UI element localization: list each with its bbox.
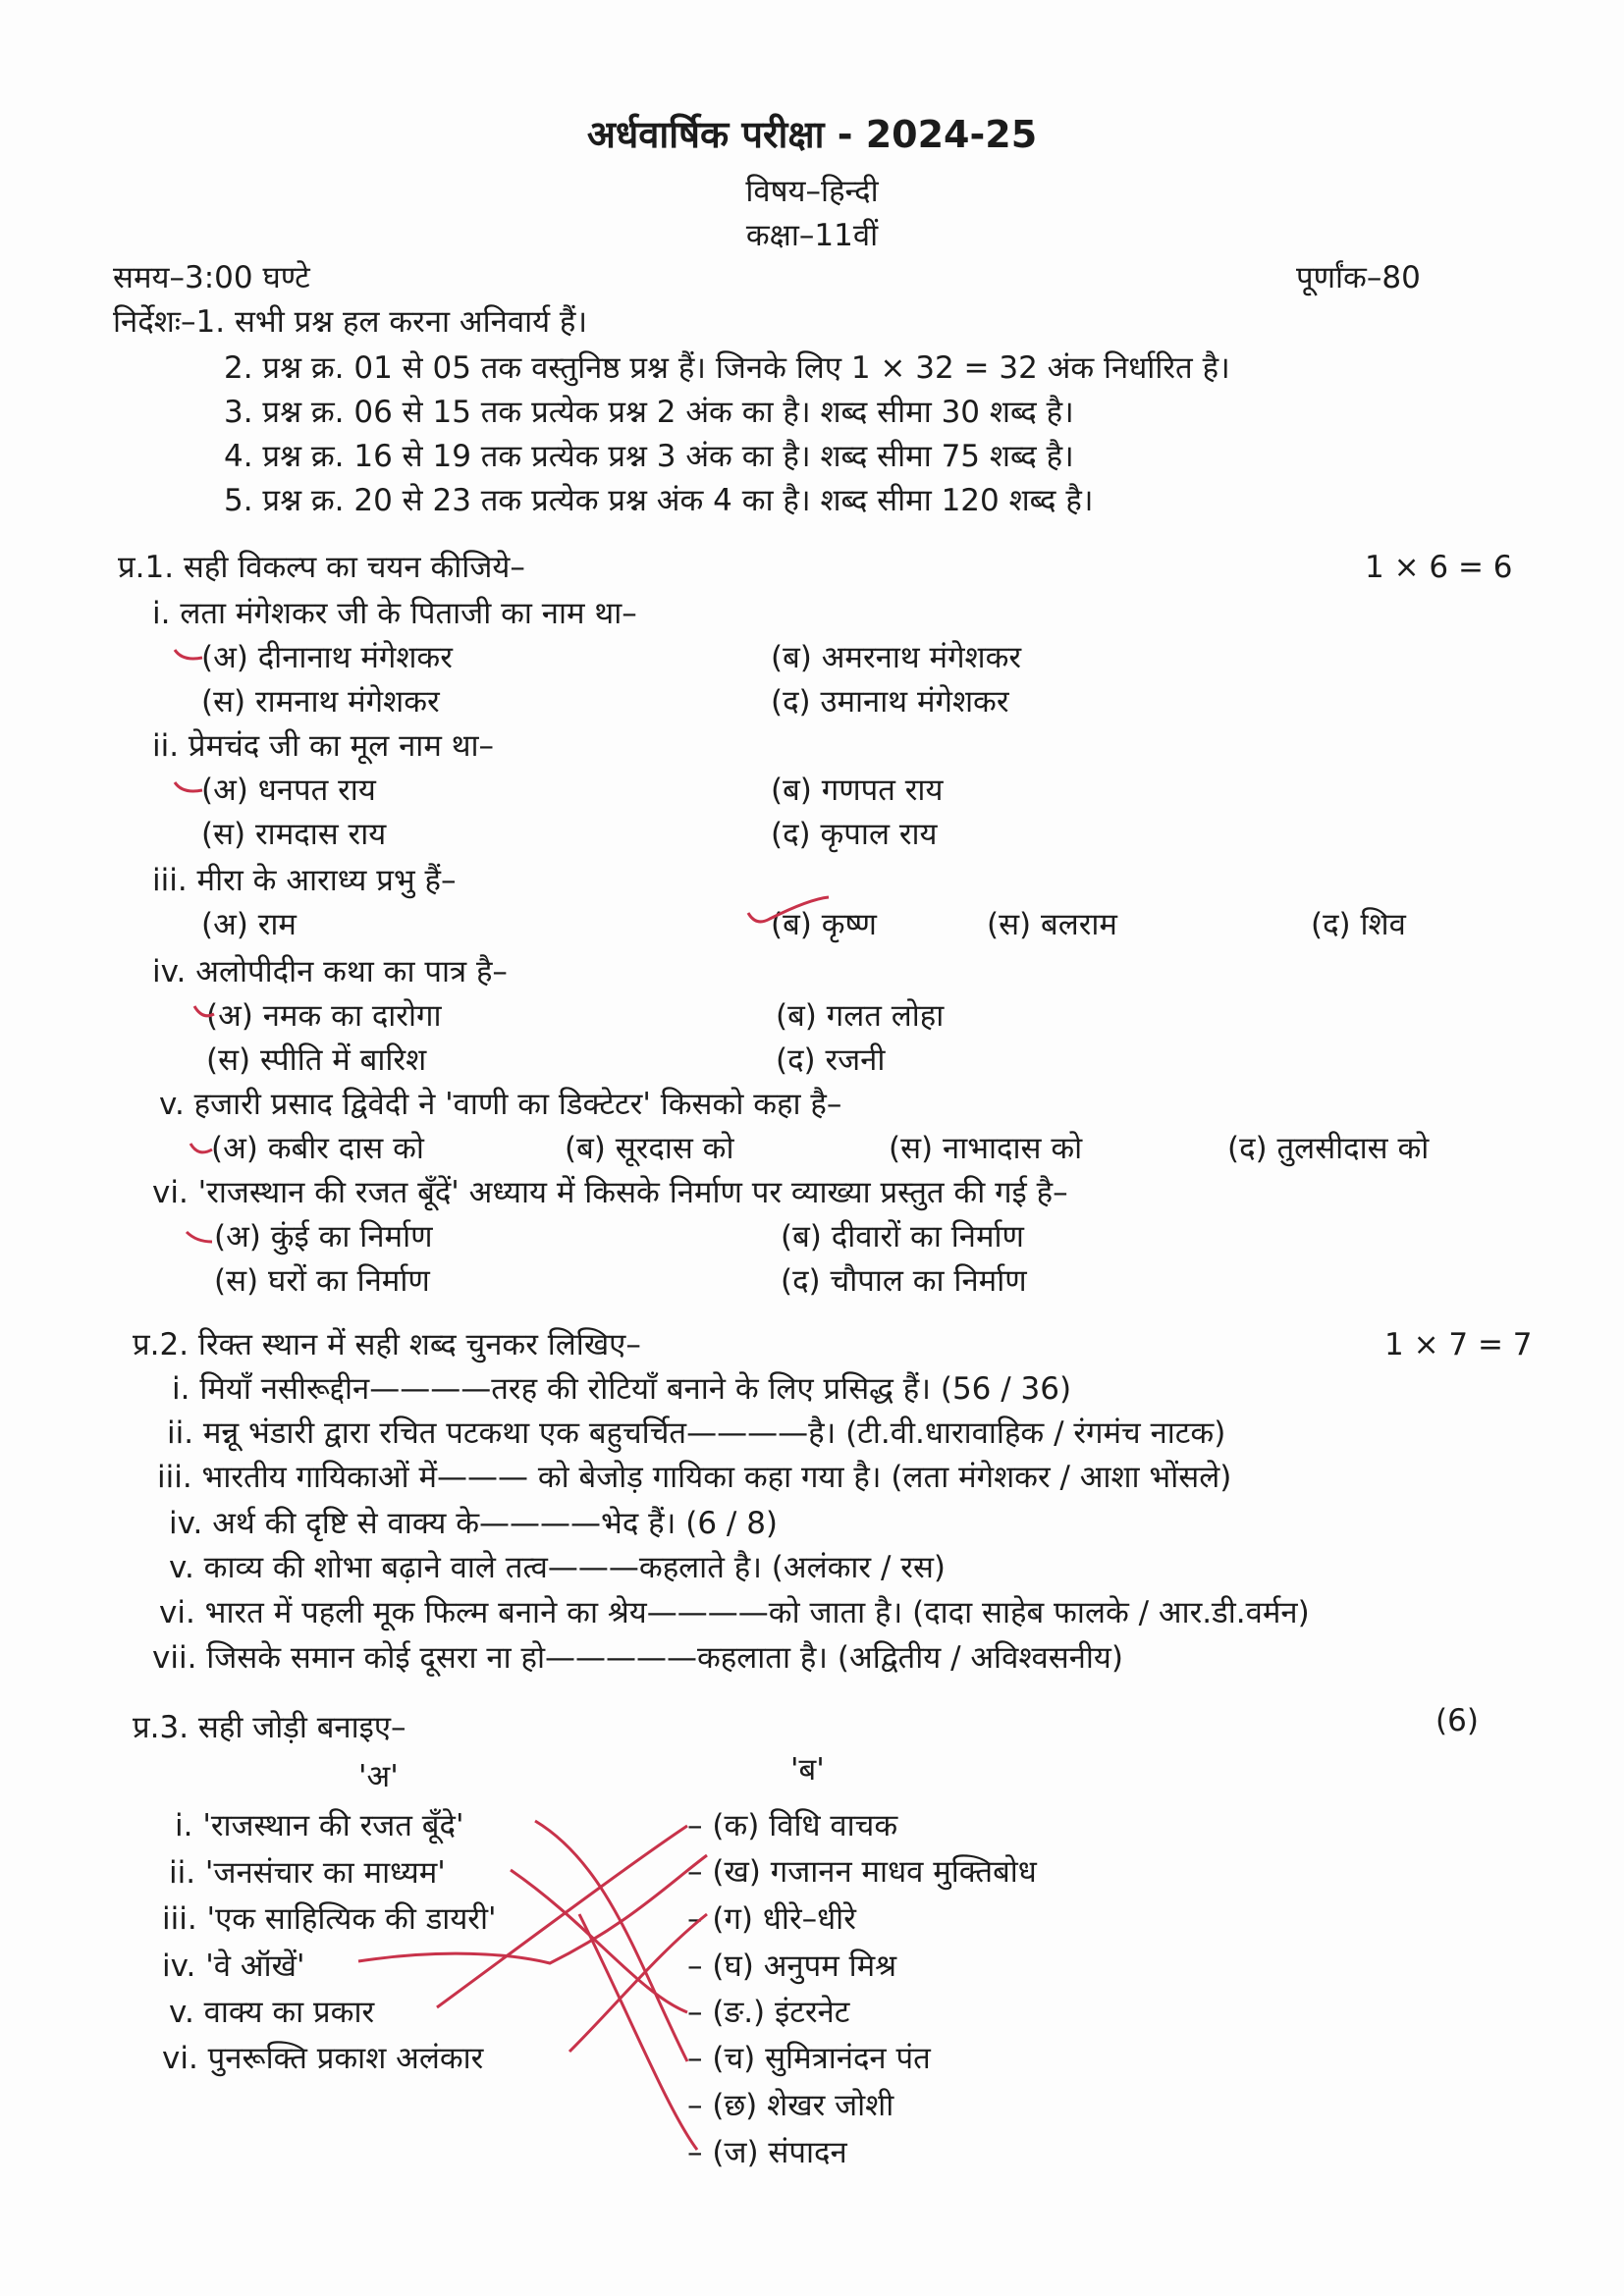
match-right-item: – (घ) अनुपम मिश्र <box>687 1949 897 1984</box>
column-b-header: 'ब' <box>790 1752 825 1788</box>
tick-mark <box>175 650 202 659</box>
fill-blank-item: iv. अर्थ की दृष्टि से वाक्य के————भेद हैं। (6 / 8) <box>169 1506 779 1541</box>
q3-title: प्र.3. सही जोड़ी बनाइए– <box>133 1710 406 1745</box>
option: (स) बलराम <box>987 907 1117 942</box>
option: (अ) दीनानाथ मंगेशकर <box>201 640 453 675</box>
time-allowed: समय–3:00 घण्टे <box>113 260 310 295</box>
fill-blank-item: vii. जिसके समान कोई दूसरा ना हो—————कहलाता है। (अद्वितीय / अविश्वसनीय) <box>152 1640 1123 1676</box>
q1-marks: 1 × 6 = 6 <box>1365 550 1513 585</box>
fill-blank-item: v. काव्य की शोभा बढ़ाने वाले तत्व———कहलाते है। (अलंकार / रस) <box>169 1550 946 1585</box>
question: iv. अलोपीदीन कथा का पात्र है– <box>152 954 508 989</box>
option: (स) घरों का निर्माण <box>214 1263 430 1299</box>
option: (द) तुलसीदास को <box>1227 1131 1430 1166</box>
option: (स) रामदास राय <box>201 817 387 852</box>
match-left-item: vi. पुनरूक्ति प्रकाश अलंकार <box>162 2041 484 2076</box>
question: iii. मीरा के आराध्य प्रभु हैं– <box>152 863 457 898</box>
fill-blank-item: ii. मन्नू भंडारी द्वारा रचित पटकथा एक बहुचर्चित————है। (टी.वी.धारावाहिक / रंगमंच नाटक) <box>167 1415 1226 1451</box>
question: i. लता मंगेशकर जी के पिताजी का नाम था– <box>152 596 637 631</box>
q2-title: प्र.2. रिक्त स्थान में सही शब्द चुनकर लिखिए– <box>133 1327 641 1362</box>
instruction-item: 2. प्रश्न क्र. 01 से 05 तक वस्तुनिष्ठ प्रश्न हैं। जिनके लिए 1 × 32 = 32 अंक निर्धारित है। <box>224 350 1230 386</box>
match-left-item: i. 'राजस्थान की रजत बूँदे' <box>175 1808 464 1843</box>
match-right-item: – (क) विधि वाचक <box>687 1808 898 1843</box>
class: कक्षा–11वीं <box>745 218 879 253</box>
option: (स) स्पीति में बारिश <box>206 1042 427 1078</box>
fill-blank-item: iii. भारतीय गायिकाओं में——— को बेजोड़ गायिका कहा गया है। (लता मंगेशकर / आशा भोंसले) <box>157 1460 1232 1495</box>
option: (अ) धनपत राय <box>201 773 376 808</box>
option: (स) नाभादास को <box>889 1131 1083 1166</box>
option: (द) कृपाल राय <box>771 817 938 852</box>
tick-mark <box>190 1144 212 1152</box>
match-line <box>535 1821 687 2061</box>
option: (अ) राम <box>201 907 297 942</box>
fill-blank-item: vi. भारत में पहली मूक फिल्म बनाने का श्रेय————को जाता है। (दादा साहेब फालके / आर.डी.वर्मन) <box>159 1595 1310 1630</box>
option: (ब) गणपत राय <box>771 773 944 808</box>
question: v. हजारी प्रसाद द्विवेदी ने 'वाणी का डिक्टेटर' किसको कहा है– <box>159 1087 842 1122</box>
tick-mark <box>175 782 202 791</box>
column-a-header: 'अ' <box>358 1759 399 1794</box>
option: (ब) अमरनाथ मंगेशकर <box>771 640 1022 675</box>
question: ii. प्रेमचंद जी का मूल नाम था– <box>152 728 495 764</box>
q3-marks: (6) <box>1435 1703 1479 1738</box>
tick-mark <box>187 1232 212 1242</box>
option: (ब) कृष्ण <box>771 907 877 942</box>
match-right-item: – (छ) शेखर जोशी <box>687 2088 894 2123</box>
option: (अ) कुंई का निर्माण <box>214 1219 433 1255</box>
match-left-item: iv. 'वे ऑखें' <box>162 1949 305 1984</box>
option: (द) शिव <box>1311 907 1406 942</box>
match-line <box>569 1914 707 2052</box>
instruction-1: निर्देशः–1. सभी प्रश्न हल करना अनिवार्य हैं। <box>113 304 588 340</box>
option: (ब) सूरदास को <box>565 1131 734 1166</box>
option: (द) चौपाल का निर्माण <box>781 1263 1027 1299</box>
option: (ब) गलत लोहा <box>776 998 945 1034</box>
match-right-item: – (च) सुमित्रानंदन पंत <box>687 2041 931 2076</box>
match-right-item: – (ख) गजानन माधव मुक्तिबोध <box>687 1854 1037 1890</box>
match-left-item: iii. 'एक साहित्यिक की डायरी' <box>162 1901 497 1937</box>
option: (द) उमानाथ मंगेशकर <box>771 684 1009 720</box>
fill-blank-item: i. मियाँ नसीरूद्दीन————तरह की रोटियाँ बनाने के लिए प्रसिद्ध हैं। (56 / 36) <box>172 1371 1072 1407</box>
option: (स) रामनाथ मंगेशकर <box>201 684 440 720</box>
exam-title: अर्धवार्षिक परीक्षा - 2024-25 <box>586 113 1038 156</box>
match-line <box>579 1914 697 2150</box>
q2-marks: 1 × 7 = 7 <box>1384 1327 1533 1362</box>
max-marks: पूर्णांक–80 <box>1296 260 1421 295</box>
match-line <box>511 1870 687 2012</box>
q1-title: प्र.1. सही विकल्प का चयन कीजिये– <box>118 550 525 585</box>
instruction-item: 3. प्रश्न क्र. 06 से 15 तक प्रत्येक प्रश्न 2 अंक का है। शब्द सीमा 30 शब्द है। <box>224 395 1074 430</box>
match-right-item: – (ज) संपादन <box>687 2135 847 2170</box>
instruction-item: 4. प्रश्न क्र. 16 से 19 तक प्रत्येक प्रश्न 3 अंक का है। शब्द सीमा 75 शब्द है। <box>224 439 1074 474</box>
match-right-item: – (ग) धीरे–धीरे <box>687 1901 856 1937</box>
instruction-item: 5. प्रश्न क्र. 20 से 23 तक प्रत्येक प्रश्न अंक 4 का है। शब्द सीमा 120 शब्द है। <box>224 483 1094 518</box>
match-right-item: – (ङ.) इंटरनेट <box>687 1995 850 2030</box>
option: (अ) कबीर दास को <box>211 1131 424 1166</box>
match-left-item: v. वाक्य का प्रकार <box>169 1995 375 2030</box>
subject: विषय–हिन्दी <box>745 174 879 209</box>
option: (ब) दीवारों का निर्माण <box>781 1219 1024 1255</box>
option: (द) रजनी <box>776 1042 886 1078</box>
option: (अ) नमक का दारोगा <box>206 998 442 1034</box>
question: vi. 'राजस्थान की रजत बूँदें' अध्याय में किसके निर्माण पर व्याख्या प्रस्तुत की गई है– <box>152 1175 1068 1210</box>
match-left-item: ii. 'जनसंचार का माध्यम' <box>169 1855 446 1891</box>
